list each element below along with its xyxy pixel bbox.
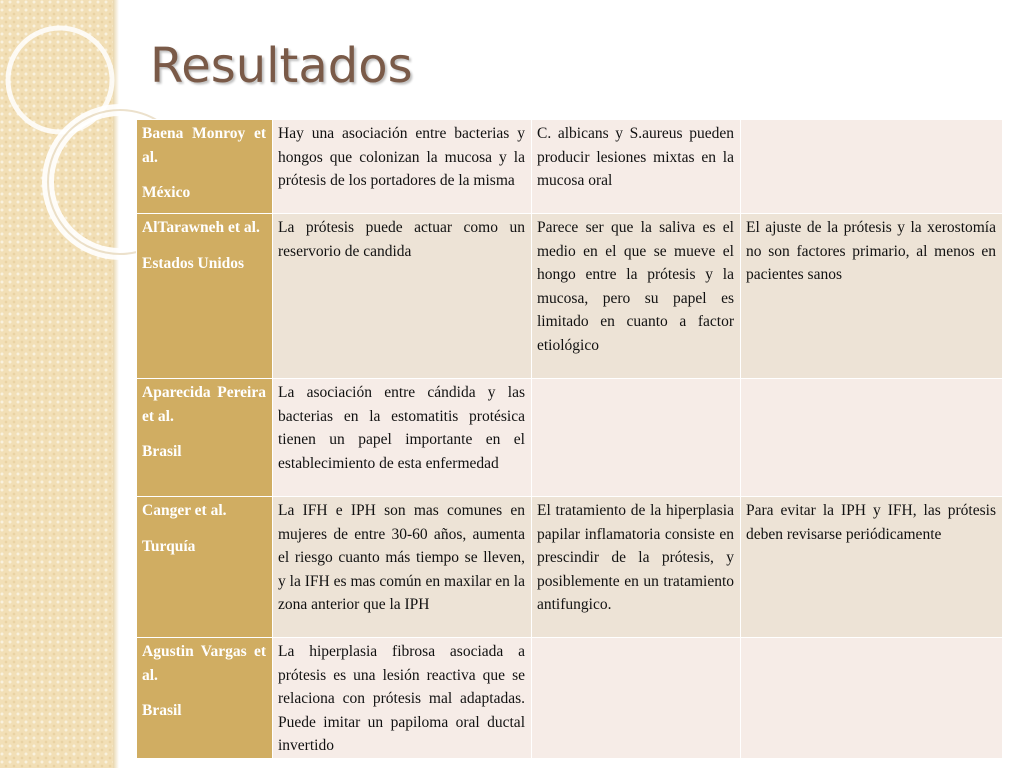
author-country: Estados Unidos [142, 254, 245, 272]
detail-cell: El tratamiento de la hiperplasia papilar inflamatoria consiste en prescindir de la prótesis, y posiblemente en un tratamiento antifungico. [532, 497, 741, 638]
author-cell [137, 379, 273, 497]
detail-cell: Parece ser que la saliva es el medio en el que se mueve el hongo entre la prótesis y la mucosa, pero su papel es limitado en cuanto a factor etiológico [532, 214, 741, 379]
finding-cell: La prótesis puede actuar como un reservorio de candida [273, 214, 532, 379]
author-name: Agustin Vargas et al. [142, 643, 266, 684]
author-name: Aparecida Pereira et al. [142, 384, 266, 425]
conclusion-cell [741, 638, 1003, 759]
author-country: México [142, 184, 191, 201]
conclusion-cell [741, 379, 1003, 497]
finding-cell: La IFH e IPH son mas comunes en mujeres de entre 30-60 años, aumenta el riesgo cuanto más tiempo se lleven, y la IFH es mas común en maxilar en la zona anterior que la IPH [273, 497, 532, 638]
author-name: Baena Monroy et al. [142, 125, 266, 166]
table-row [137, 638, 1003, 759]
conclusion-cell: El ajuste de la prótesis y la xerostomía no son factores primario, al menos en pacientes sanos [741, 214, 1003, 379]
slide-title: Resultados [150, 38, 413, 94]
table-row [137, 497, 1003, 638]
table-row [137, 214, 1003, 379]
author-country: Brasil [142, 443, 182, 460]
detail-cell [532, 638, 741, 759]
conclusion-cell: Para evitar la IPH y IFH, las prótesis deben revisarse periódicamente [741, 497, 1003, 638]
author-cell [137, 120, 273, 214]
finding-cell: Hay una asociación entre bacterias y hongos que colonizan la mucosa y la prótesis de los portadores de la misma [273, 120, 532, 214]
conclusion-cell [741, 120, 1003, 214]
author-country: Brasil [142, 702, 182, 719]
author-name: Canger et al. [142, 502, 227, 519]
author-name: AlTarawneh et al. [142, 219, 260, 236]
author-country: Turquía [142, 537, 196, 555]
detail-cell [532, 379, 741, 497]
author-cell [137, 638, 273, 759]
table-row [137, 120, 1003, 214]
author-cell [137, 497, 273, 638]
results-table [136, 119, 1003, 759]
finding-cell: La asociación entre cándida y las bacterias en la estomatitis protésica tienen un papel importante en el establecimiento de esta enfermedad [273, 379, 532, 497]
detail-cell: C. albicans y S.aureus pueden producir lesiones mixtas en la mucosa oral [532, 120, 741, 214]
author-cell [137, 214, 273, 379]
finding-cell: La hiperplasia fibrosa asociada a prótesis es una lesión reactiva que se relaciona con prótesis mal adaptadas. Puede imitar un papiloma oral ductal invertido [273, 638, 532, 759]
table-row [137, 379, 1003, 497]
